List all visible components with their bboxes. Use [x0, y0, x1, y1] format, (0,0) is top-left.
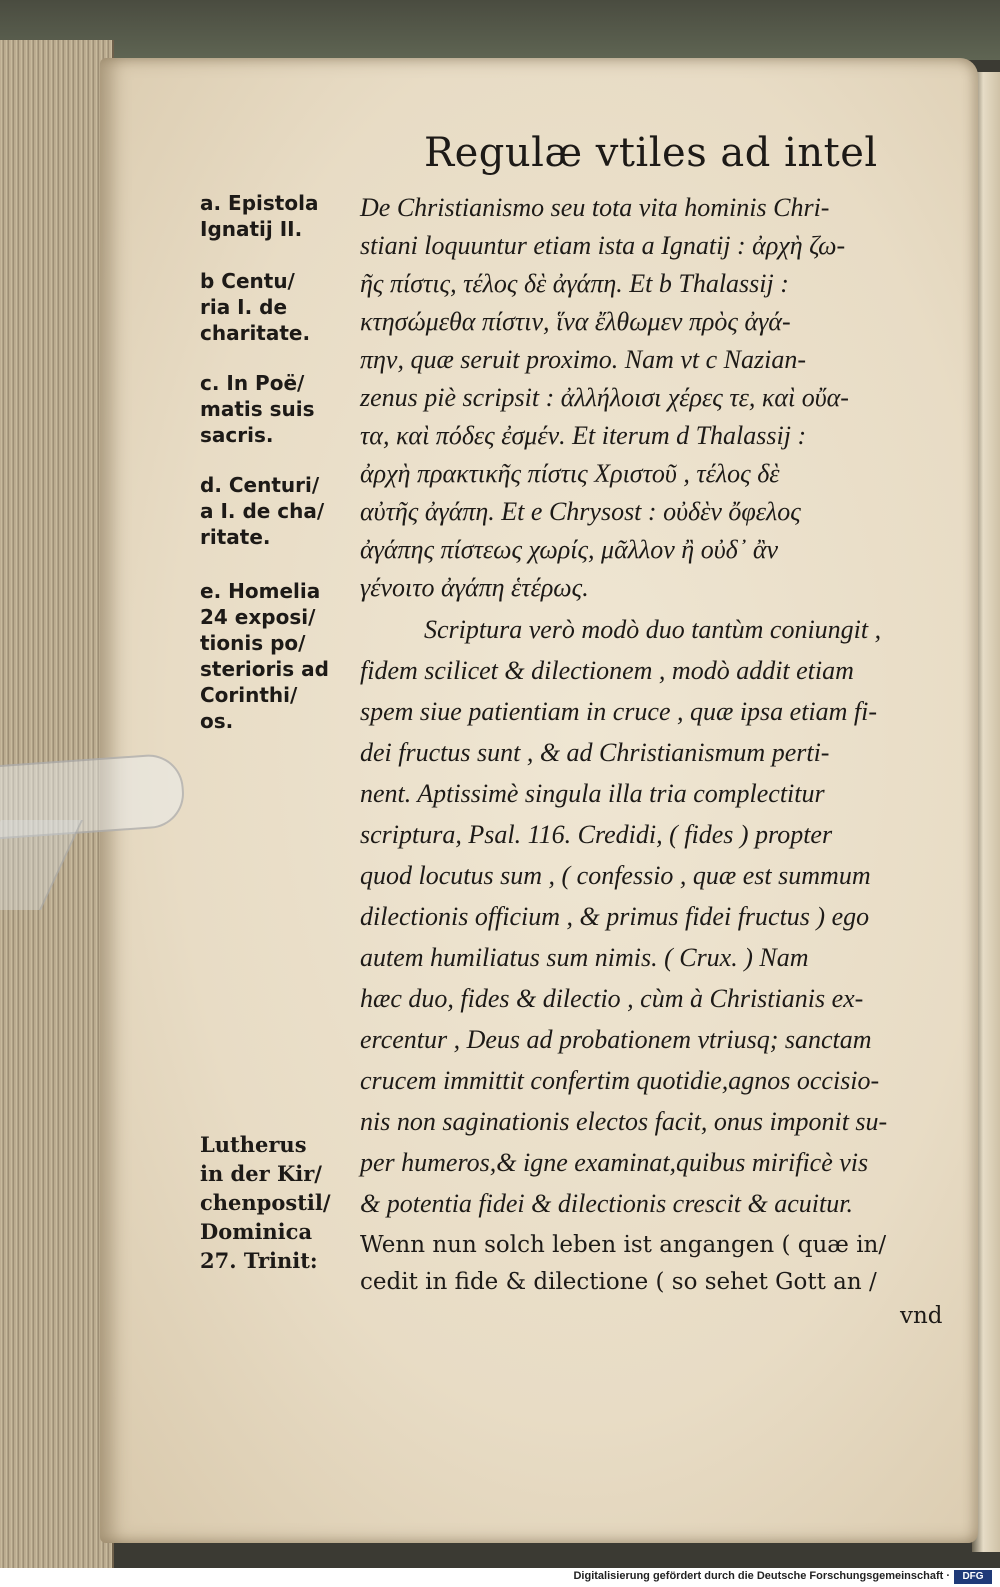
- text-line: & potentia fidei & dilectionis crescit & acuitur.: [360, 1189, 853, 1218]
- text-line: autem humiliatus sum nimis. ( Crux. ) Nam: [360, 943, 809, 972]
- text-line: crucem immittit confertim quotidie,agnos occisio-: [360, 1066, 880, 1095]
- text-line: nis non saginationis electos facit, onus imponit su-: [360, 1107, 888, 1136]
- text-line: scriptura, Psal. 116. Credidi, ( fides ) propter: [360, 820, 833, 849]
- text-line: zenus piè scripsit : ἀλλήλοισι χέρες τε, καὶ οὔα-: [360, 383, 849, 412]
- text-line: τα, καὶ πόδες ἐσμέν. Et iterum d Thalassij :: [360, 421, 807, 450]
- text-line: stiani loquuntur etiam ista a Ignatij : ἀρχὴ ζω-: [360, 231, 846, 260]
- text-line: πην, quæ seruit proximo. Nam vt c Nazian-: [360, 345, 806, 374]
- margin-note-line: 24 exposi/: [200, 605, 316, 629]
- margin-note-b: [200, 268, 360, 346]
- catchword: vnd: [900, 1303, 943, 1329]
- margin-note-line: tionis po/: [200, 631, 306, 655]
- margin-note-line: Ignatij II.: [200, 217, 303, 241]
- margin-note-line: Dominica: [200, 1219, 313, 1244]
- margin-note-line: sacris.: [200, 423, 274, 447]
- margin-note-line: sterioris ad: [200, 657, 329, 681]
- text-line: per humeros,& igne examinat,quibus mirificè vis: [360, 1148, 869, 1177]
- text-line: ῆς πίστις, τέλος δὲ ἀγάπη. Et b Thalassij :: [360, 269, 789, 298]
- text-line: ἀρχὴ πρακτικῆς πίστις Χριστοῦ , τέλος δὲ: [360, 459, 780, 488]
- text-line: De Christianismo seu tota vita hominis Chri-: [360, 193, 830, 222]
- funding-credit: Digitalisierung gefördert durch die Deutsche Forschungsgemeinschaft ·: [573, 1570, 950, 1582]
- margin-note-line: b Centu/: [200, 269, 295, 293]
- margin-note-line: d. Centuri/: [200, 473, 320, 497]
- margin-note-line: chenpostil/: [200, 1190, 331, 1215]
- margin-note-line: a. Epistola: [200, 191, 319, 215]
- margin-note-line: charitate.: [200, 321, 311, 345]
- margin-note-lutherus: [200, 1130, 360, 1275]
- margin-note-line: ria I. de: [200, 295, 288, 319]
- text-line: hæc duo, fides & dilectio , cùm à Christianis ex-: [360, 984, 864, 1013]
- margin-note-line: Lutherus: [200, 1132, 307, 1157]
- text-line: dei fructus sunt , & ad Christianismum perti-: [360, 738, 830, 767]
- text-line: fidem scilicet & dilectionem , modò addit etiam: [360, 656, 854, 685]
- text-line: quod locutus sum , ( confessio , quæ est summum: [360, 861, 871, 890]
- text-line: nent. Aptissimè singula illa tria complectitur: [360, 779, 825, 808]
- text-line: αὐτῆς ἀγάπη. Et e Chrysost : οὐδὲν ὄφελος: [360, 497, 801, 526]
- margin-note-c: [200, 370, 360, 448]
- text-line: κτησώμεθα πίστιν, ἵνα ἔλθωμεν πρὸς ἀγά-: [360, 307, 791, 336]
- margin-note-line: ritate.: [200, 525, 271, 549]
- binding-board: [0, 0, 1000, 60]
- text-line: Wenn nun solch leben ist angangen ( quæ in/: [360, 1232, 887, 1258]
- margin-note-line: e. Homelia: [200, 579, 321, 603]
- margin-note-d: [200, 472, 360, 550]
- margin-note-line: matis suis: [200, 397, 315, 421]
- text-line: cedit in fide & dilectione ( so sehet Gott an /: [360, 1269, 877, 1295]
- dfg-logo: DFG: [954, 1570, 992, 1584]
- footer-bar: [0, 1568, 1000, 1587]
- text-line: ἀγάπης πίστεως χωρίς, μᾶλλον ἢ οὐδ᾽ ἂν: [360, 535, 779, 564]
- margin-note-line: os.: [200, 709, 234, 733]
- text-line: Scriptura verò modò duo tantùm coniungit ,: [424, 615, 882, 644]
- margin-note-line: a I. de cha/: [200, 499, 325, 523]
- text-line: spem siue patientiam in cruce , quæ ipsa etiam fi-: [360, 697, 878, 726]
- margin-note-e: [200, 578, 360, 734]
- margin-note-line: 27. Trinit:: [200, 1248, 318, 1273]
- margin-note-a: [200, 190, 360, 242]
- text-line: dilectionis officium , & primus fidei fructus ) ego: [360, 902, 870, 931]
- margin-note-line: in der Kir/: [200, 1161, 322, 1186]
- running-head: Regulæ vtiles ad intel: [424, 130, 878, 176]
- text-line: ercentur , Deus ad probationem vtriusq; sanctam: [360, 1025, 872, 1054]
- margin-note-line: c. In Poë/: [200, 371, 305, 395]
- text-line: γένοιτο ἀγάπη ἑτέρως.: [360, 573, 589, 602]
- margin-note-line: Corinthi/: [200, 683, 298, 707]
